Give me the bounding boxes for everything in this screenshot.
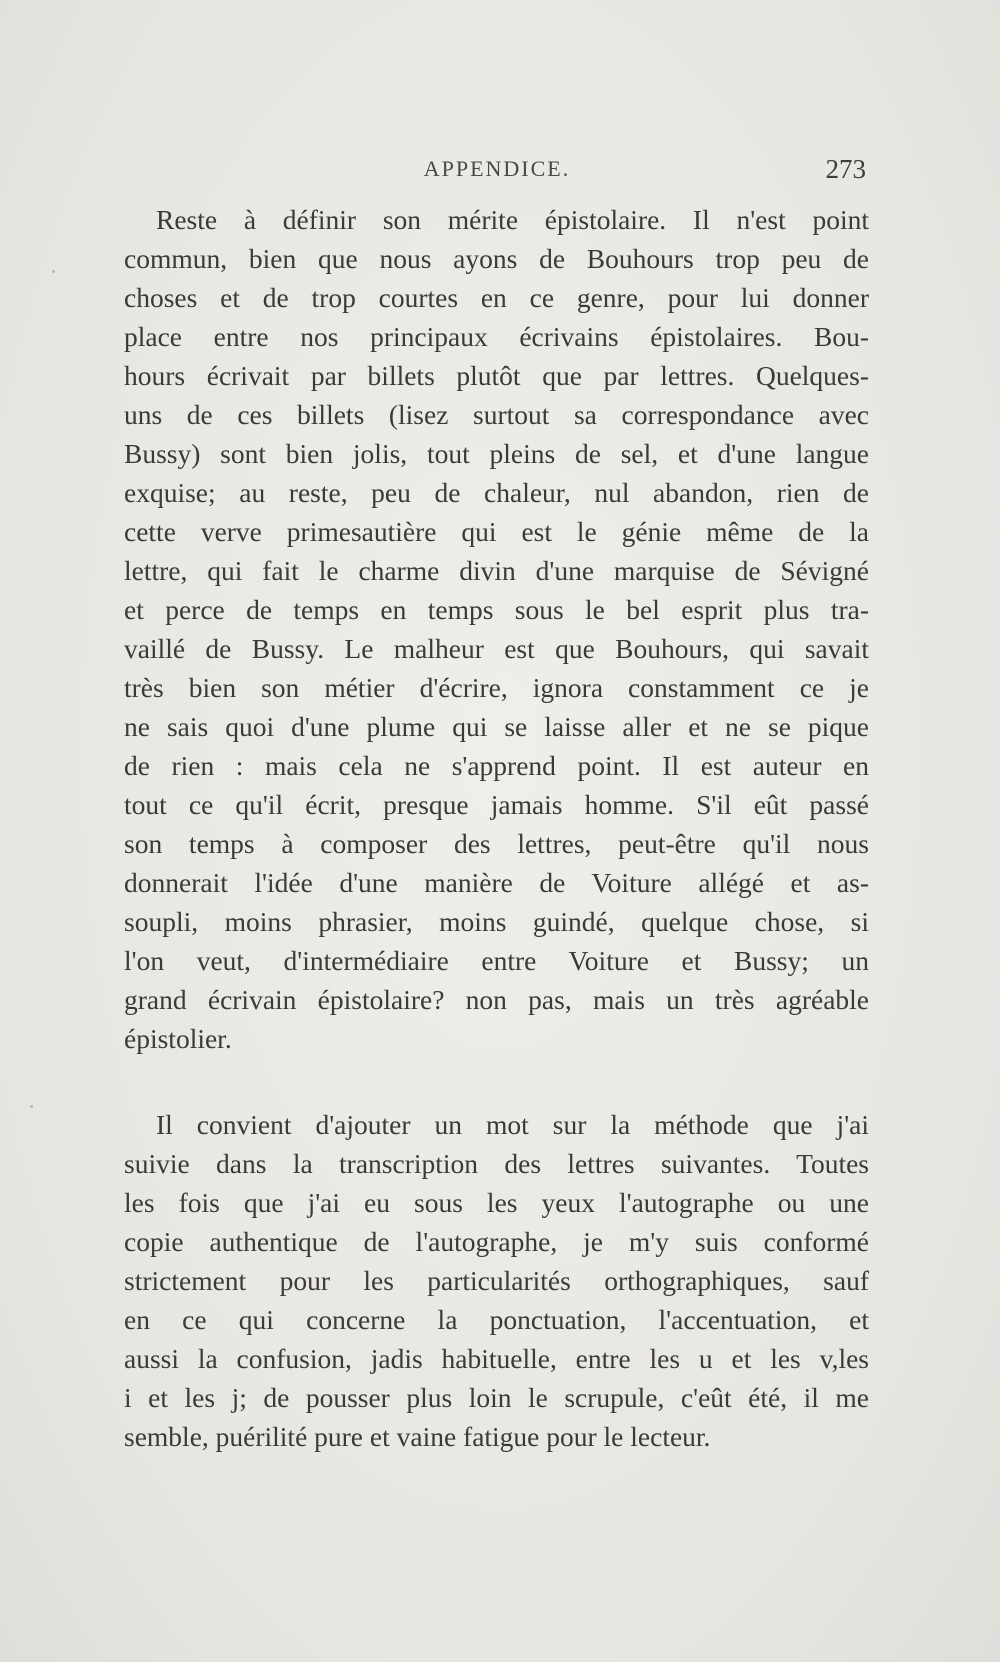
text-line: l'on veut, d'intermédiaire entre Voiture et Bussy; un [124,945,869,976]
text-line: semble, puérilité pure et vaine fatigue pour le lecteur. [124,1421,711,1452]
text-line: donnerait l'idée d'une manière de Voiture allégé et as- [124,867,869,898]
text-line: les fois que j'ai eu sous les yeux l'autographe ou une [124,1187,869,1218]
text-line: soupli, moins phrasier, moins guindé, quelque chose, si [124,906,869,937]
text-line: grand écrivain épistolaire? non pas, mais un très agréable [124,984,869,1015]
text-line: de rien : mais cela ne s'apprend point. Il est auteur en [124,750,869,781]
text-line: cette verve primesautière qui est le génie même de la [124,516,869,547]
running-head [128,156,866,186]
text-line: épistolier. [124,1023,232,1054]
text-line: ne sais quoi d'une plume qui se laisse aller et ne se pique [124,711,869,742]
text-line: très bien son métier d'écrire, ignora constamment ce je [124,672,869,703]
paragraph-1 [124,200,869,1058]
text-line: commun, bien que nous ayons de Bouhours trop peu de [124,243,869,274]
text-line: son temps à composer des lettres, peut-être qu'il nous [124,828,869,859]
paper-speck [30,1105,33,1108]
text-line: suivie dans la transcription des lettres suivantes. Toutes [124,1148,869,1179]
running-head-title: APPENDICE. [423,156,571,181]
text-line: exquise; au reste, peu de chaleur, nul abandon, rien de [124,477,869,508]
text-line: et perce de temps en temps sous le bel esprit plus tra- [124,594,869,625]
text-line: aussi la confusion, jadis habituelle, entre les u et les v,les [124,1343,869,1374]
text-line: Reste à définir son mérite épistolaire. Il n'est point [156,204,869,235]
text-line: Il convient d'ajouter un mot sur la méthode que j'ai [156,1109,869,1140]
text-line: uns de ces billets (lisez surtout sa correspondance avec [124,399,869,430]
paper-speck [52,270,55,273]
text-line: en ce qui concerne la ponctuation, l'accentuation, et [124,1304,869,1335]
text-line: Bussy) sont bien jolis, tout pleins de sel, et d'une langue [124,438,869,469]
text-line: hours écrivait par billets plutôt que par lettres. Quelques- [124,360,869,391]
text-line: place entre nos principaux écrivains épistolaires. Bou- [124,321,869,352]
text-line: vaillé de Bussy. Le malheur est que Bouhours, qui savait [124,633,869,664]
text-line: copie authentique de l'autographe, je m'y suis conformé [124,1226,869,1257]
text-line: choses et de trop courtes en ce genre, pour lui donner [124,282,869,313]
text-line: tout ce qu'il écrit, presque jamais homme. S'il eût passé [124,789,869,820]
text-line: i et les j; de pousser plus loin le scrupule, c'eût été, il me [124,1382,869,1413]
text-line: strictement pour les particularités orthographiques, sauf [124,1265,869,1296]
text-line: lettre, qui fait le charme divin d'une marquise de Sévigné [124,555,869,586]
paragraph-2 [124,1105,869,1456]
page-number: 273 [825,154,866,184]
